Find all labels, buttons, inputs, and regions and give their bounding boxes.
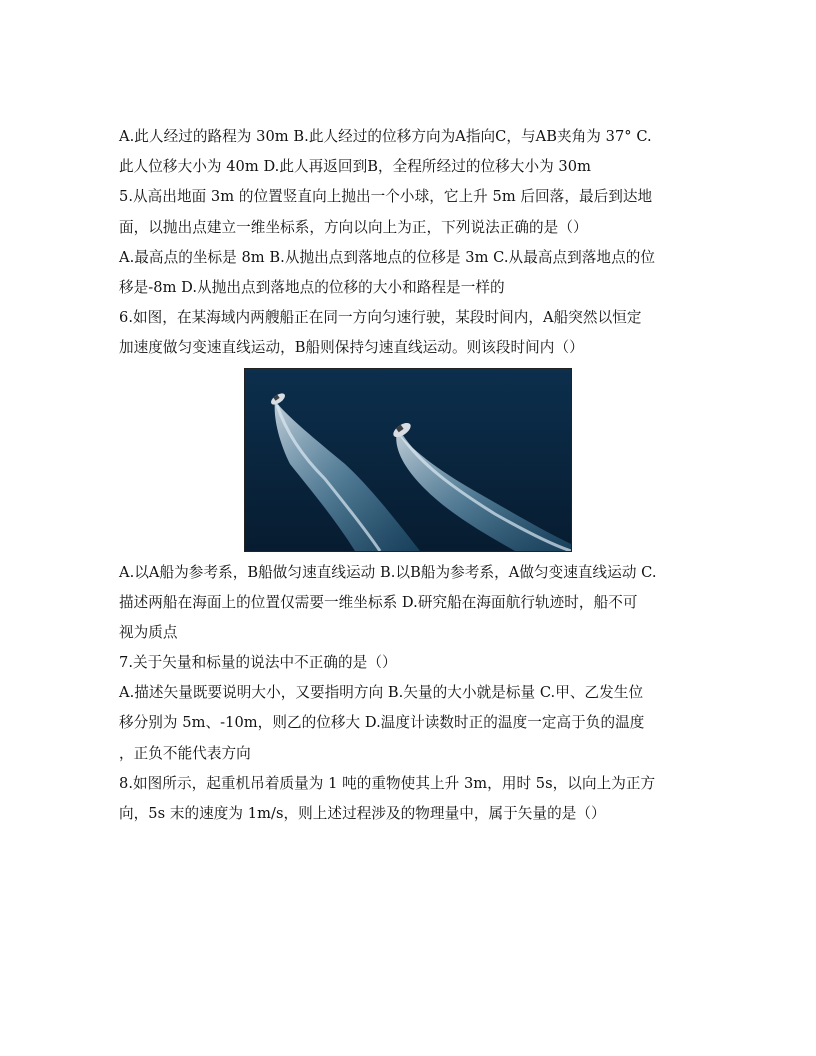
- question4-options-line: 此人位移大小为 40m D.此人再返回到B，全程所经过的位移大小为 30m: [119, 158, 591, 176]
- question7-stem: 7.关于矢量和标量的说法中不正确的是（）: [119, 654, 397, 672]
- question7-options: 移分别为 5m、-10m，则乙的位移大 D.温度计读数时正的温度一定高于负的温度: [119, 714, 645, 732]
- two-boats-ocean-photo: [244, 368, 572, 552]
- question5-options: A.最高点的坐标是 8m B.从抛出点到落地点的位移是 3m C.从最高点到落地点的位: [119, 248, 655, 266]
- question6-options: 描述两船在海面上的位置仅需要一维坐标系 D.研究船在海面航行轨迹时，船不可: [119, 593, 638, 611]
- question4-options-line: A.此人经过的路程为 30m B.此人经过的位移方向为A指向C，与AB夹角为 37° C.: [119, 128, 652, 145]
- question6-stem: 加速度做匀变速直线运动，B船则保持匀速直线运动。则该段时间内（）: [119, 339, 584, 357]
- question-content: [119, 122, 699, 829]
- question8-stem: 8.如图所示，起重机吊着质量为 1 吨的重物使其上升 3m，用时 5s，以向上为正方: [119, 774, 656, 792]
- question5-stem: 面，以抛出点建立一维坐标系，方向以向上为正，下列说法正确的是（）: [119, 218, 588, 236]
- question6-options: A.以A船为参考系，B船做匀速直线运动 B.以B船为参考系，A做匀变速直线运动 C.: [119, 563, 657, 581]
- question5-stem: 5.从高出地面 3m 的位置竖直向上抛出一个小球，它上升 5m 后回落，最后到达地: [119, 188, 653, 206]
- question8-stem: 向，5s 末的速度为 1m/s，则上述过程涉及的物理量中，属于矢量的是（）: [119, 805, 606, 822]
- question6-options: 视为质点: [119, 623, 178, 641]
- question6-stem: 6.如图，在某海域内两艘船正在同一方向匀速行驶，某段时间内，A船突然以恒定: [119, 309, 642, 327]
- question7-options: ，正负不能代表方向: [119, 744, 251, 762]
- question7-options: A.描述矢量既要说明大小，又要指明方向 B.矢量的大小就是标量 C.甲、乙发生位: [119, 684, 644, 702]
- question5-options: 移是-8m D.从抛出点到落地点的位移的大小和路程是一样的: [119, 278, 505, 296]
